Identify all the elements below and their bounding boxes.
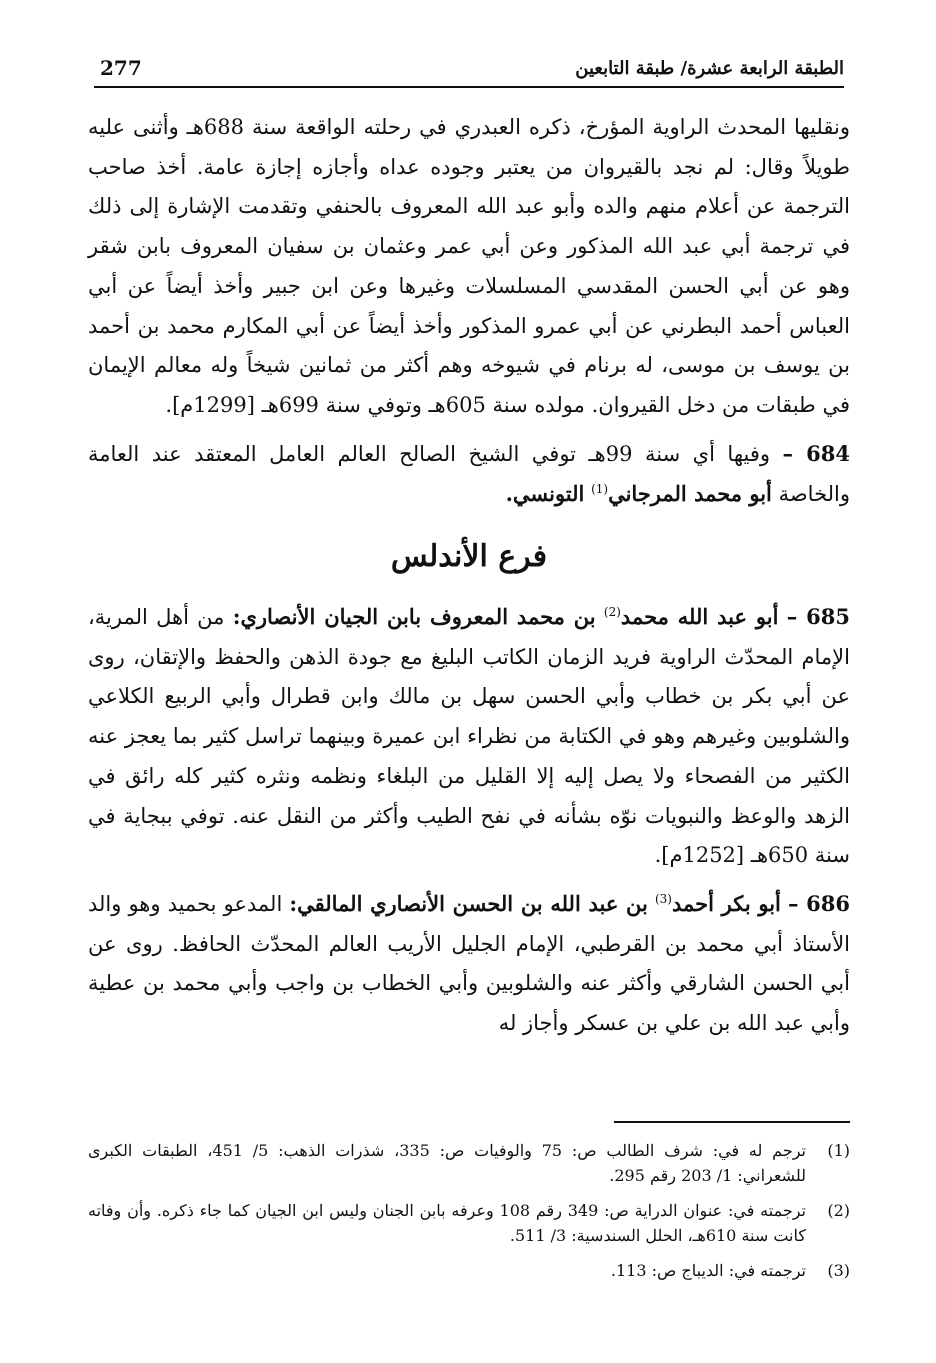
footnote-ref-1[interactable]: (1) [591, 482, 609, 497]
footnote-2 [88, 1198, 850, 1248]
entry-name-tail: بن محمد المعروف بابن الجيان الأنصاري: [232, 604, 596, 630]
entry-body: من أهل المرية، الإمام المحدّث الراوية فريد الزمان الكاتب البليغ مع جودة الذهن والحفظ والإتقان، روى عن أبي بكر بن خطاب وأبي الحسن سهل بن مالك وابن قطرال وأبي الربيع الكلاعي والشلوبين وغيرهم وهو في الكتابة من نظراء ابن عميرة وبينهما تراسل كثير بما يعجز عنه الكثير من الفصحاء ولا يصل إليه إلا القليل من البلغاء ونظمه ونثره كثير كله رائق في الزهد والوعظ والنبويات نوّه بشأنه في نفح الطيب وأكثر من النقل عنه. توفي ببجاية في سنة 650هـ [1252م]. [88, 605, 850, 868]
entry-685 [88, 597, 850, 876]
footnotes-section [88, 1138, 850, 1293]
main-text [88, 108, 850, 1052]
footnote-text: ترجم له في: شرف الطالب ص: 75 والوفيات ص: 335، شذرات الذهب: 5/ 451، الطبقات الكبرى للشعراني: 1/ 203 رقم 295. [88, 1141, 807, 1185]
entry-lead: وفيها أي سنة 99هـ توفي الشيخ الصالح العالم العامل المعتقد عند العامة والخاصة [88, 441, 850, 507]
footnote-text: ترجمته في: الديباج ص: 113. [610, 1261, 806, 1280]
entry-684 [88, 434, 850, 515]
running-title: الطبقة الرابعة عشرة/ طبقة التابعين [575, 58, 844, 79]
footnote-text: ترجمته في: عنوان الدراية ص: 349 رقم 108 وعرفه بابن الجنان وليس ابن الجيان كما جاء ذكره. وأن وفاته كانت سنة 610هـ، الحلل السندسية: 3/ 511. [88, 1201, 807, 1245]
entry-number: 686 – [787, 890, 850, 916]
entry-body: المدعو بحميد وهو والد الأستاذ أبي محمد بن القرطبي، الإمام الجليل الأريب العالم المحدّث الحافظ. روى عن أبي الحسن الشارقي وأكثر عنه والشلوبين وأبي الخطاب بن واجب وأبي محمد بن عطية وأبي عبد الله بن علي بن عسكر وأجاز له [88, 891, 850, 1036]
footnote-divider [614, 1121, 850, 1123]
entry-name: أبو بكر أحمد [671, 890, 781, 916]
page-number: 277 [100, 56, 142, 80]
entry-number: 684 – [782, 440, 851, 466]
footnote-number: (3) [827, 1261, 850, 1280]
section-heading: فرع الأندلس [390, 539, 548, 575]
paragraph-continuation: ونقليها المحدث الراوية المؤرخ، ذكره العبدري في رحلته الواقعة سنة 688هـ وأثنى عليه طويلاً وقال: لم نجد بالقيروان من يعتبر وجوده عداه وأجازه إجازة عامة. أخذ صاحب الترجمة عن أعلام منهم والده وأبو عبد الله المعروف بالحنفي وتقدمت الإشارة إلى ذلك في ترجمة أبي عبد الله المذكور وعن أبي عمر وعثمان بن سفيان المعروف بابن شقر وهو عن أبي الحسن المقدسي المسلسلات وغيرها وعن ابن جبير وأخذ أيضاً عن أبي العباس أحمد البطرني عن أبي عمرو المذكور وأخذ أيضاً عن أبي المكارم محمد بن أحمد بن يوسف بن موسى، له برنام في شيوخه وهم أكثر من ثمانين شيخاً وله معالم الإيمان في طبقات من دخل القيروان. مولده سنة 605هـ وتوفي سنة 699هـ [1299م]. [88, 115, 850, 417]
page-header [94, 52, 844, 88]
footnote-number: (1) [827, 1141, 850, 1160]
entry-686 [88, 884, 850, 1044]
footnote-ref-2[interactable]: (2) [603, 605, 621, 620]
entry-name: أبو عبد الله محمد [620, 604, 779, 630]
footnote-1 [88, 1138, 850, 1188]
entry-name-tail: بن عبد الله بن الحسن الأنصاري المالقي: [289, 890, 648, 916]
footnote-number: (2) [827, 1201, 850, 1220]
footnote-3 [88, 1258, 850, 1283]
entry-name: أبو محمد المرجاني [608, 481, 772, 507]
entry-number: 685 – [786, 604, 850, 630]
footnote-ref-3[interactable]: (3) [654, 891, 672, 906]
entry-name-tail: التونسي. [505, 481, 585, 507]
